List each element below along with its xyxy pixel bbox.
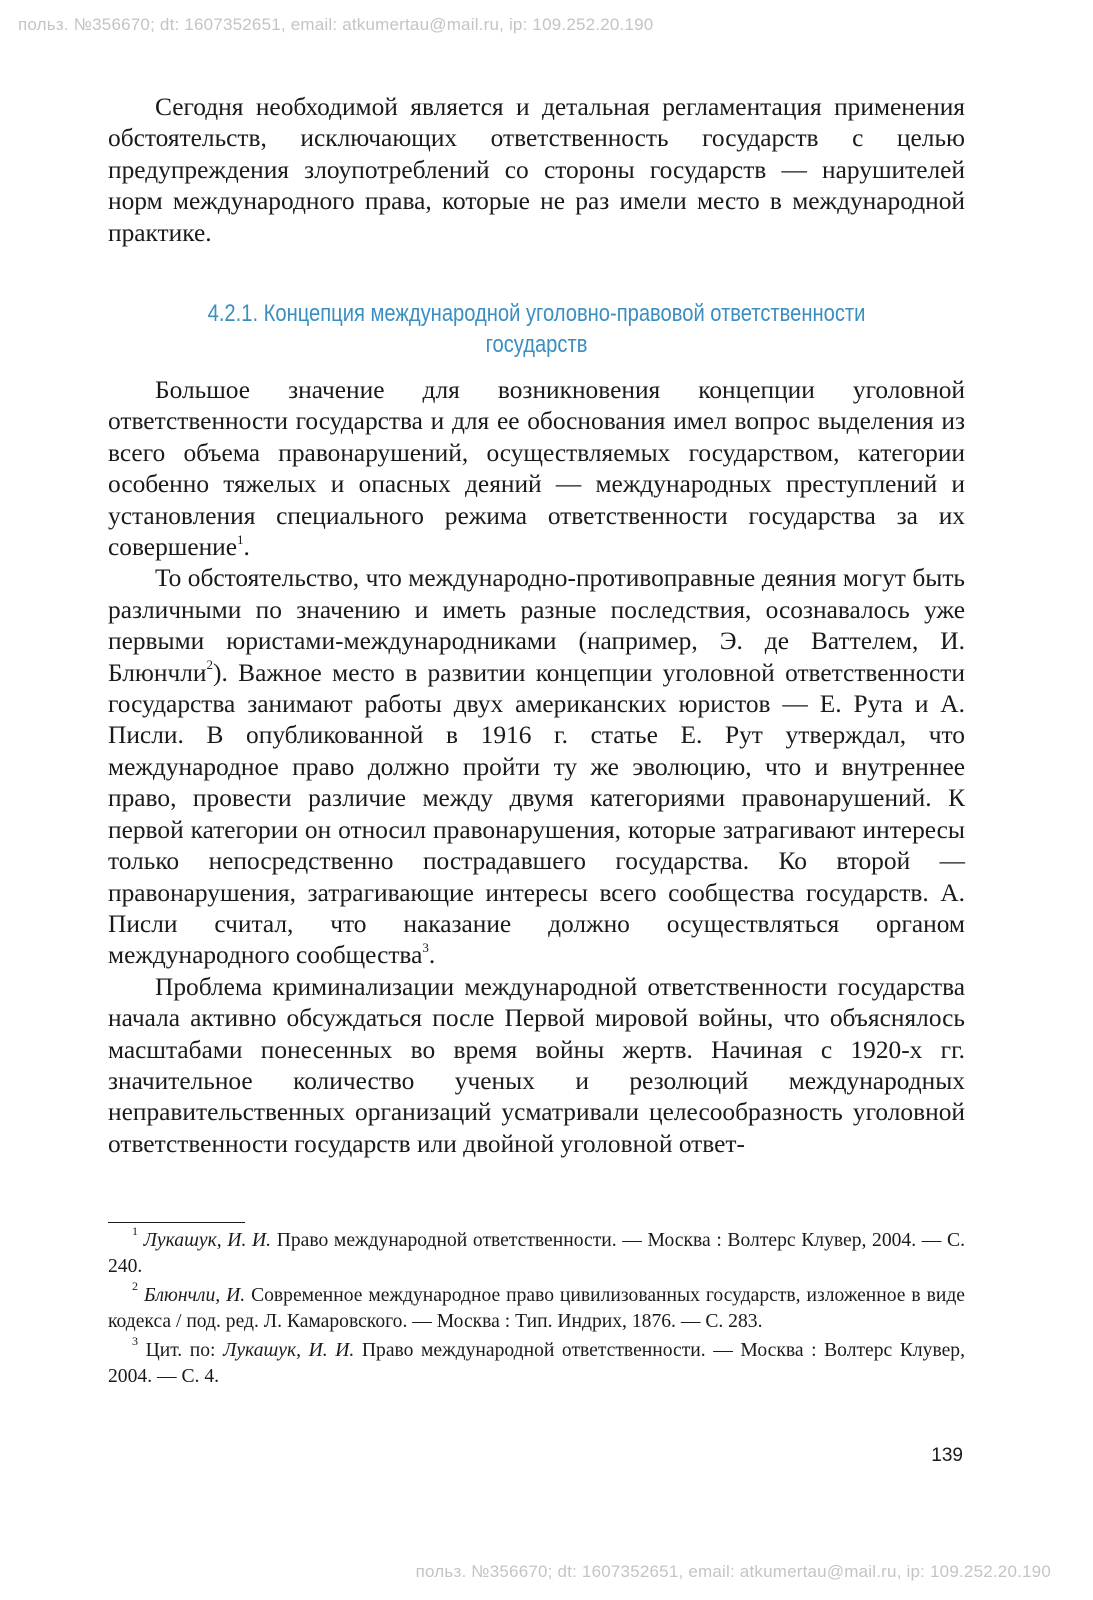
body-paragraph-1 bbox=[108, 375, 965, 563]
body-paragraph-3: Проблема криминализации международной ответственности государства начала активно обсуждаться после Первой мировой войны, что объяснялось масштабами понесенных во время войны жертв. Начиная с 1920-х гг. значительное количество ученых и резолюций международных неправительственных организаций усматривали целесообразность уголовной ответственности государств или двойной уголовной ответ- bbox=[108, 972, 965, 1158]
paragraph-2-tail: . bbox=[428, 941, 436, 970]
footnote-3-text: Право международной ответственности. — Москва : Волтерс Клувер, 2004. — С. 4. bbox=[108, 1340, 965, 1387]
footnote-3 bbox=[108, 1334, 965, 1389]
watermark-bottom: польз. №356670; dt: 1607352651, email: atkumertau@mail.ru, ip: 109.252.20.190 bbox=[415, 1562, 1051, 1581]
watermark-top: польз. №356670; dt: 1607352651, email: atkumertau@mail.ru, ip: 109.252.20.190 bbox=[18, 15, 654, 34]
intro-block bbox=[108, 92, 965, 249]
footnote-ref-3[interactable]: 3 bbox=[422, 939, 429, 955]
section-heading-line1: 4.2.1. Концепция международной уголовно-правовой ответственности bbox=[207, 300, 866, 327]
page-number: 139 bbox=[931, 1445, 963, 1466]
footnotes bbox=[108, 1224, 966, 1389]
paragraph-1-text: Большое значение для возникновения концепции уголовной ответственности государства и для ее обоснования имел вопрос выделения из всего объема правонарушений, осуществляемых государством, категории особенно тяжелых и опасных деяний — международных преступлений и установления специального режима ответственности государства за их совершение bbox=[108, 376, 965, 562]
section-heading-line2: государств bbox=[485, 331, 588, 358]
intro-paragraph: Сегодня необходимой является и детальная регламентация применения обстоятельств, исключающих ответственность государств с целью предупреждения злоупотреблений со стороны государств — нарушителей норм международного права, которые не раз имели место в международной практике. bbox=[108, 93, 965, 247]
footnote-3-prefix: Цит. по: bbox=[145, 1340, 224, 1361]
footnote-3-author: Лукашук, И. И. bbox=[223, 1340, 355, 1361]
footnote-2-number: 2 bbox=[132, 1279, 138, 1294]
body-paragraph-2 bbox=[108, 563, 965, 971]
footnote-separator bbox=[108, 1222, 245, 1223]
footnote-1-author: Лукашук, И. И. bbox=[143, 1230, 272, 1251]
paragraph-2-text-b: ). Важное место в развитии концепции уголовной ответственности государства занимают работы двух американских юристов — Е. Рута и А. Писли. В опубликованной в 1916 г. статье Е. Рут утверждал, что международное право должно пройти ту же эволюцию, что и внутреннее право, провести различие между двумя категориями правонарушений. К первой категории он относил правонарушения, которые затрагивают интересы только непосредственно пострадавшего государства. Ко второй — правонарушения, затрагивающие интересы всего сообщества государств. А. Писли считал, что наказание должно осуществляться органом международного сообщества bbox=[108, 658, 965, 970]
footnote-3-number: 3 bbox=[132, 1334, 138, 1349]
paragraph-1-tail: . bbox=[243, 533, 250, 562]
section-heading bbox=[177, 298, 897, 360]
footnote-1-number: 1 bbox=[132, 1224, 138, 1239]
footnote-ref-1[interactable]: 1 bbox=[237, 531, 244, 547]
footnote-2 bbox=[108, 1279, 966, 1334]
footnote-ref-2[interactable]: 2 bbox=[206, 657, 214, 673]
footnote-1 bbox=[108, 1224, 965, 1279]
paragraph-2-text-a: То обстоятельство, что международно-противоправные деяния могут быть различными по значению и иметь разные последствия, осознавалось уже первыми юристами-международниками (например, Э. де Ваттелем, И. Блюнчли bbox=[108, 564, 965, 687]
section-body bbox=[108, 375, 965, 1160]
footnote-2-author: Блюнчли, И. bbox=[143, 1285, 246, 1306]
footnote-1-text: Право международной ответственности. — Москва : Волтерс Клувер, 2004. — С. 240. bbox=[108, 1230, 965, 1277]
footnote-2-text: Современное международное право цивилизованных государств, изложенное в виде кодекса / под. ред. Л. Камаровского. — Москва : Тип. Индрих, 1876. — С. 283. bbox=[108, 1285, 966, 1332]
